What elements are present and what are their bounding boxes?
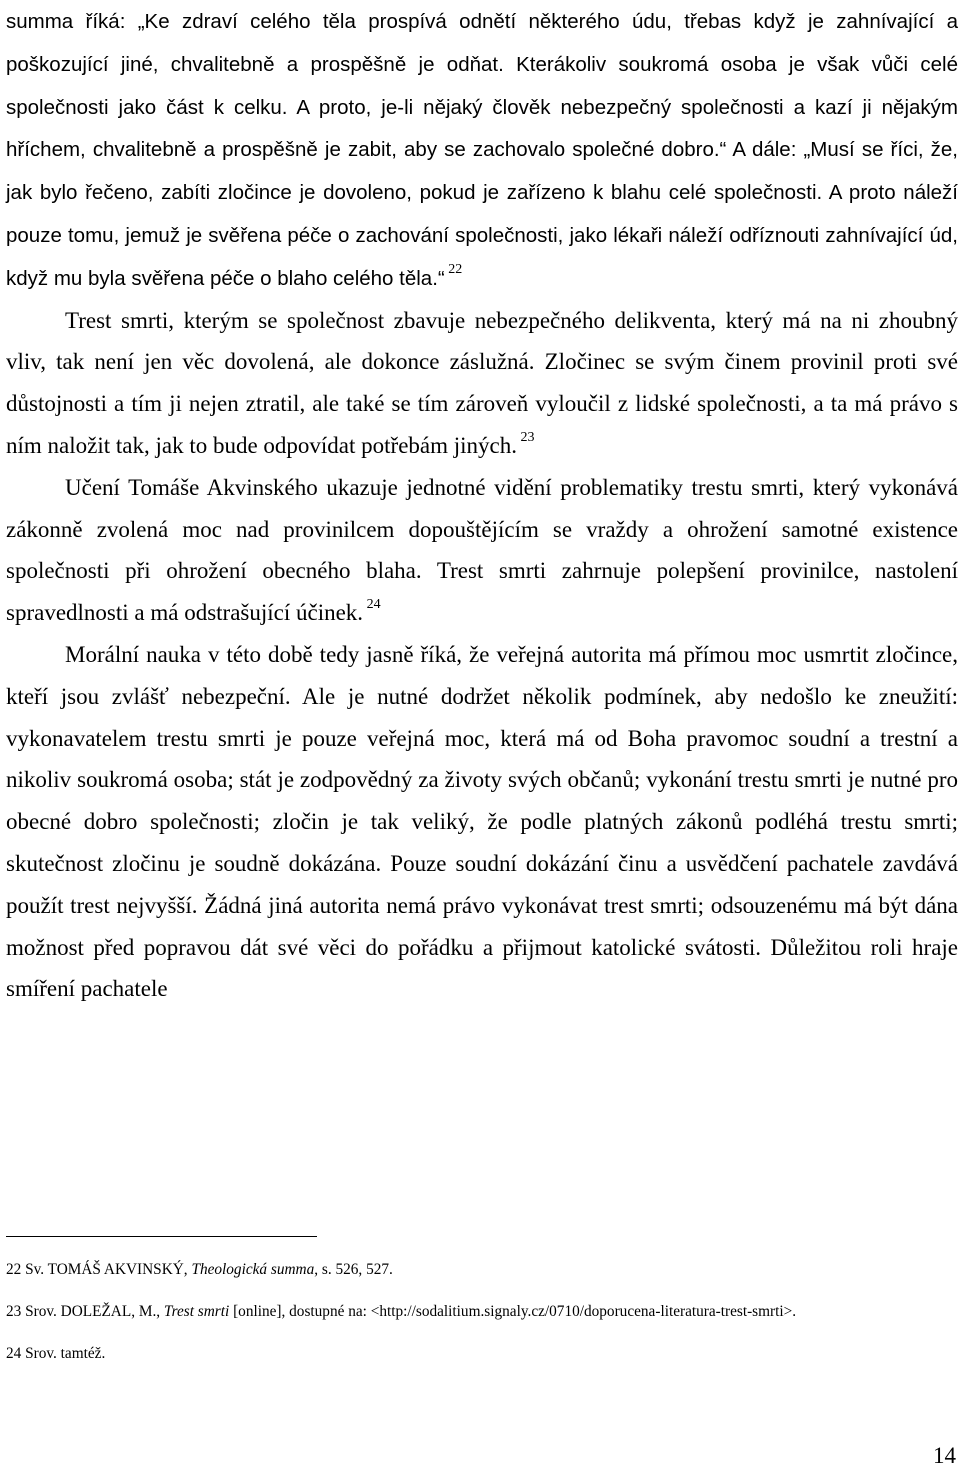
paragraph xyxy=(6,467,958,634)
footnote-text: 22 Sv. TOMÁŠ AKVINSKÝ, xyxy=(6,1261,192,1278)
paragraph xyxy=(6,0,958,300)
footnote-title: Theologická summa xyxy=(191,1261,315,1278)
footnote xyxy=(6,1345,960,1363)
footnote-text: 24 Srov. tamtéž. xyxy=(6,1345,106,1362)
footnote-divider xyxy=(6,1236,317,1237)
footnote-reference: 22 xyxy=(444,261,463,277)
footnote-text: 23 Srov. DOLEŽAL, M., xyxy=(6,1303,164,1320)
footnotes xyxy=(6,1261,960,1387)
paragraph xyxy=(6,634,958,1010)
footnote-reference: 23 xyxy=(517,429,535,445)
paragraph-text: Trest smrti, kterým se společnost zbavuje nebezpečného delikventa, který má na ni zhoubný vliv, tak není jen věc dovolená, ale dokonce záslužná. Zločinec se svým činem provinil proti své důstojnosti a tím ji nejen ztratil, ale také se tím zároveň vyloučil z lidské společnosti, a ta má právo s ním naložit tak, jak to bude odpovídat potřebám jiných. xyxy=(6,307,958,458)
body-text xyxy=(6,0,958,1010)
footnote-text: [online], dostupné na: <http://sodalitium.signaly.cz/0710/doporucena-literatura-trest-smrti>. xyxy=(229,1303,797,1320)
quoted-text: summa říká: „Ke zdraví celého těla prospívá odnětí některého údu, třebas když je zahnívající a poškozující jiné, chvalitebně a prospěšně je odňat. Kterákoliv soukromá osoba je však vůči celé společnosti jako část k celku. A proto, je-li nějaký člověk nebezpečný společnosti a kazí ji nějakým hříchem, chvalitebně a prospěšně je zabit, aby se zachovalo společné dobro.“ A dále: „Musí se říci, že, jak bylo řečeno, zabíti zločince je dovoleno, pokud je zařízeno k blahu celé společnosti. A proto náleží pouze tomu, jemuž je svěřena péče o zachování společnosti, jako lékaři náleží odříznouti zahnívající úd, když mu byla svěřena péče o blaho celého těla.“ xyxy=(6,10,958,290)
footnote-title: Trest smrti xyxy=(163,1303,230,1320)
footnote-text: , s. 526, 527. xyxy=(314,1261,393,1278)
paragraph xyxy=(6,300,958,467)
paragraph-text: Učení Tomáše Akvinského ukazuje jednotné vidění problematiky trestu smrti, který vykonává zákonně zvolená moc nad provinilcem dopouštějícím se vraždy a ohrožení samotné existence společnosti při ohrožení obecného blaha. Trest smrti zahrnuje polepšení provinilce, nastolení spravedlnosti a má odstrašující účinek. xyxy=(6,474,958,626)
paragraph-text: Morální nauka v této době tedy jasně říká, že veřejná autorita má přímou moc usmrtit zločince, kteří jsou zvlášť nebezpeční. Ale je nutné dodržet několik podmínek, aby nedošlo ke zneužití: vykonavatelem trestu smrti je pouze veřejná moc, která má od Boha pravomoc soudní a trestní a nikoliv soukromá osoba; stát je zodpovědný za životy svých občanů; vykonání trestu smrti je nutné pro obecné dobro společnosti; zločin je tak veliký, že podle platných zákonů podléhá trestu smrti; skutečnost zločinu je soudně dokázána. Pouze soudní dokázání činu a usvědčení pachatele zavdává použít trest nejvyšší. Žádná jiná autorita nemá právo vykonávat trest smrti; odsouzenému má být dána možnost před popravou dát své věci do pořádku a přijmout katolické svátosti. Důležitou roli hraje smíření pachatele xyxy=(6,641,958,1002)
footnote xyxy=(6,1303,960,1321)
footnote xyxy=(6,1261,960,1279)
page-number: 14 xyxy=(933,1443,956,1468)
footnote-reference: 24 xyxy=(363,597,381,613)
